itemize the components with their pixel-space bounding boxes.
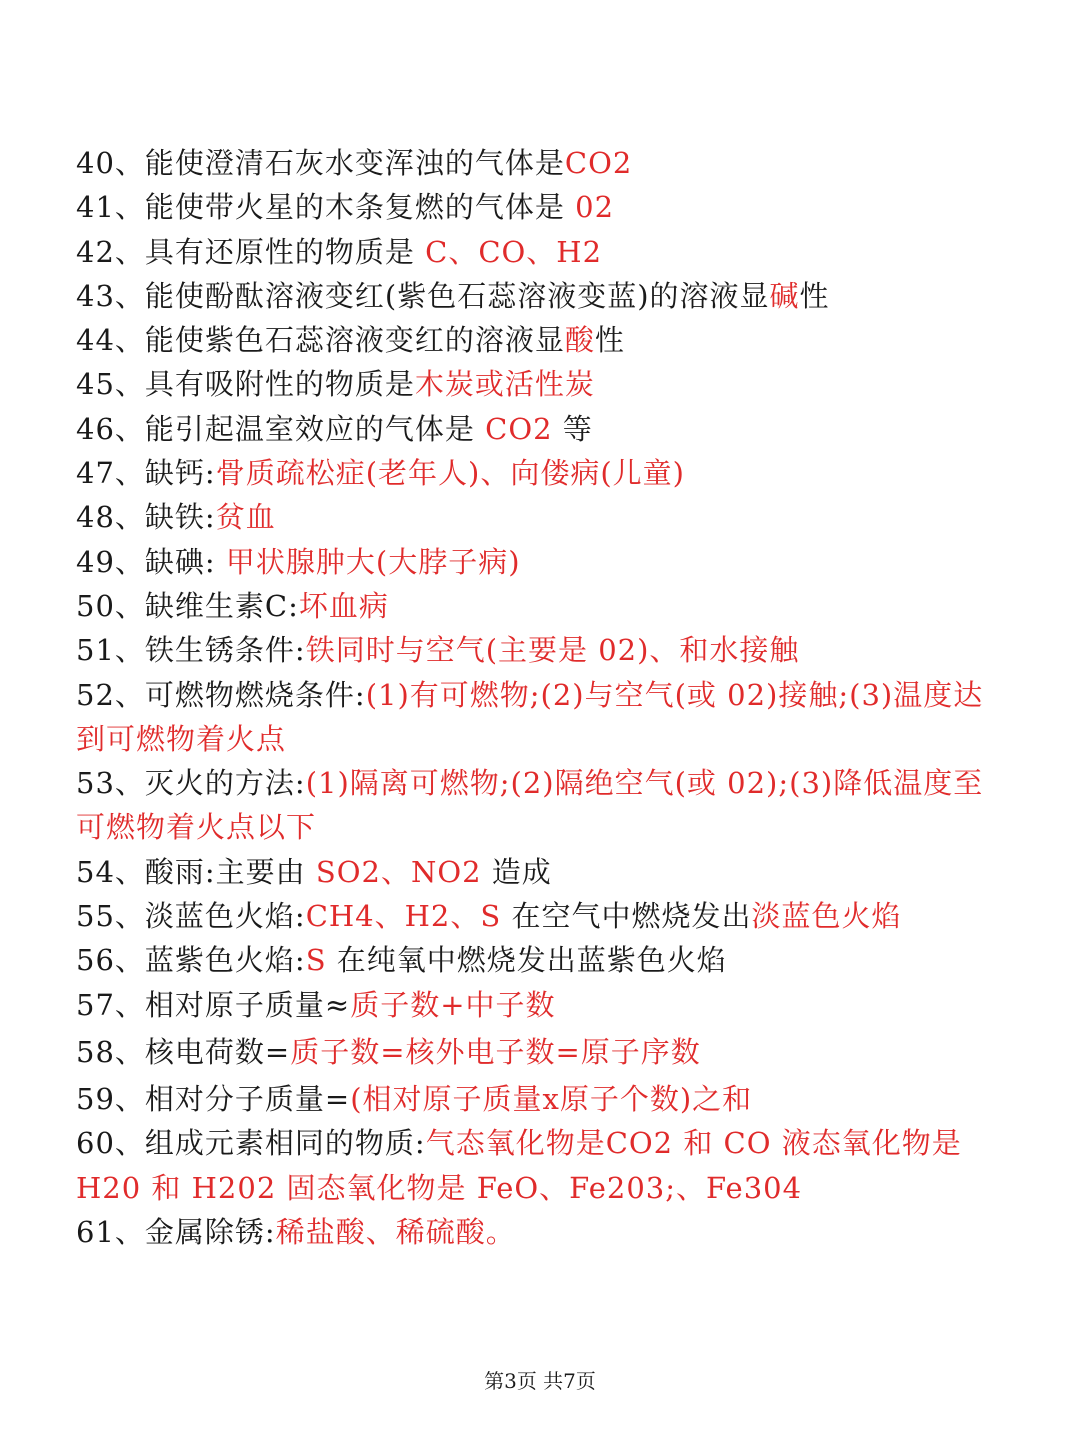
answer-text: 到可燃物着火点 xyxy=(76,721,287,756)
text-line xyxy=(76,1027,1016,1077)
answer-text: 稀盐酸、稀硫酸。 xyxy=(275,1214,516,1249)
question-text: 60、组成元素相同的物质: xyxy=(76,1126,426,1161)
answer-text: CH4、H2、S xyxy=(305,899,502,934)
question-text: 54、酸雨:主要由 xyxy=(76,854,316,889)
answer-text: CO2 xyxy=(485,411,553,446)
answer-text: 质子数+中子数 xyxy=(350,987,556,1022)
question-text: 44、能使紫色石蕊溶液变红的溶液显 xyxy=(76,323,565,358)
text-line xyxy=(76,761,1016,805)
answer-text: CO2 xyxy=(564,146,633,180)
answer-text: C、CO、H2 xyxy=(425,234,603,269)
question-text: 58、核电荷数= xyxy=(76,1034,291,1069)
question-text: 性 xyxy=(799,278,830,313)
text-line xyxy=(76,717,1016,761)
text-line xyxy=(76,1166,1016,1210)
answer-text: 骨质疏松症(老年人)、向偻病(儿童) xyxy=(215,456,685,491)
question-text: 55、淡蓝色火焰: xyxy=(76,899,306,934)
answer-text: (相对原子质量x原子个数)之和 xyxy=(350,1081,753,1116)
knowledge-list xyxy=(76,141,1016,1254)
text-line xyxy=(76,1077,1016,1121)
answer-text: (1)有可燃物;(2)与空气(或 02)接触;(3)温度达 xyxy=(365,677,984,712)
answer-text: 02 xyxy=(575,190,615,225)
question-text: 46、能引起温室效应的气体是 xyxy=(76,411,486,446)
question-text: 等 xyxy=(552,411,593,446)
text-line xyxy=(76,584,1016,628)
answer-text: 质子数=核外电子数=原子序数 xyxy=(290,1034,701,1069)
question-text: 40、能使澄清石灰水变浑浊的气体是 xyxy=(76,146,565,180)
answer-text: 木炭或活性炭 xyxy=(414,367,595,402)
question-text: 51、铁生锈条件: xyxy=(76,633,306,668)
text-line xyxy=(76,318,1016,362)
text-line xyxy=(76,185,1016,229)
text-line xyxy=(76,230,1016,274)
question-text: 50、缺维生素C: xyxy=(76,588,299,623)
text-line xyxy=(76,673,1016,717)
text-line xyxy=(76,274,1016,318)
question-text: 45、具有吸附性的物质是 xyxy=(76,367,415,402)
question-text: 56、蓝紫色火焰: xyxy=(76,943,306,978)
question-text: 在空气中燃烧发出 xyxy=(501,899,752,934)
answer-text: SO2、NO2 xyxy=(315,854,482,889)
answer-text: 贫血 xyxy=(215,500,276,535)
text-line xyxy=(76,983,1016,1027)
text-line xyxy=(76,362,1016,406)
text-line xyxy=(76,540,1016,584)
text-line xyxy=(76,894,1016,938)
text-line xyxy=(76,628,1016,672)
text-line xyxy=(76,141,1016,185)
answer-text: 坏血病 xyxy=(298,588,389,623)
answer-text: 淡蓝色火焰 xyxy=(751,899,902,934)
question-text: 47、缺钙: xyxy=(76,456,216,491)
question-text: 52、可燃物燃烧条件: xyxy=(76,677,366,712)
question-text: 42、具有还原性的物质是 xyxy=(76,234,426,269)
text-line xyxy=(76,1121,1016,1165)
question-text: 在纯氧中燃烧发出蓝紫色火焰 xyxy=(326,943,727,978)
answer-text: (1)隔离可燃物;(2)隔绝空气(或 02);(3)降低温度至 xyxy=(305,766,984,801)
answer-text: 酸 xyxy=(564,323,595,358)
text-line xyxy=(76,495,1016,539)
question-text: 造成 xyxy=(481,854,552,889)
answer-text: H20 和 H202 固态氧化物是 FeO、Fe203;、Fe304 xyxy=(76,1170,803,1205)
text-line xyxy=(76,938,1016,982)
answer-text: 气态氧化物是CO2 和 CO 液态氧化物是 xyxy=(425,1126,962,1161)
answer-text: 甲状腺肿大(大脖子病) xyxy=(225,544,521,579)
text-line xyxy=(76,407,1016,451)
question-text: 53、灭火的方法: xyxy=(76,766,306,801)
question-text: 59、相对分子质量= xyxy=(76,1081,351,1116)
question-text: 性 xyxy=(594,323,625,358)
answer-text: 碱 xyxy=(769,278,800,313)
text-line xyxy=(76,1210,1016,1254)
text-line xyxy=(76,805,1016,849)
question-text: 41、能使带火星的木条复燃的气体是 xyxy=(76,190,576,225)
question-text: 43、能使酚酞溶液变红(紫色石蕊溶液变蓝)的溶液显 xyxy=(76,278,770,313)
text-line xyxy=(76,451,1016,495)
question-text: 49、缺碘: xyxy=(76,544,226,579)
question-text: 61、金属除锈: xyxy=(76,1214,276,1249)
answer-text: 铁同时与空气(主要是 02)、和水接触 xyxy=(305,633,800,668)
answer-text: S xyxy=(305,943,327,978)
text-line xyxy=(76,850,1016,894)
answer-text: 可燃物着火点以下 xyxy=(76,810,317,845)
question-text: 48、缺铁: xyxy=(76,500,216,535)
page-number: 第3页 共7页 xyxy=(484,1369,596,1393)
question-text: 57、相对原子质量≈ xyxy=(76,987,351,1022)
